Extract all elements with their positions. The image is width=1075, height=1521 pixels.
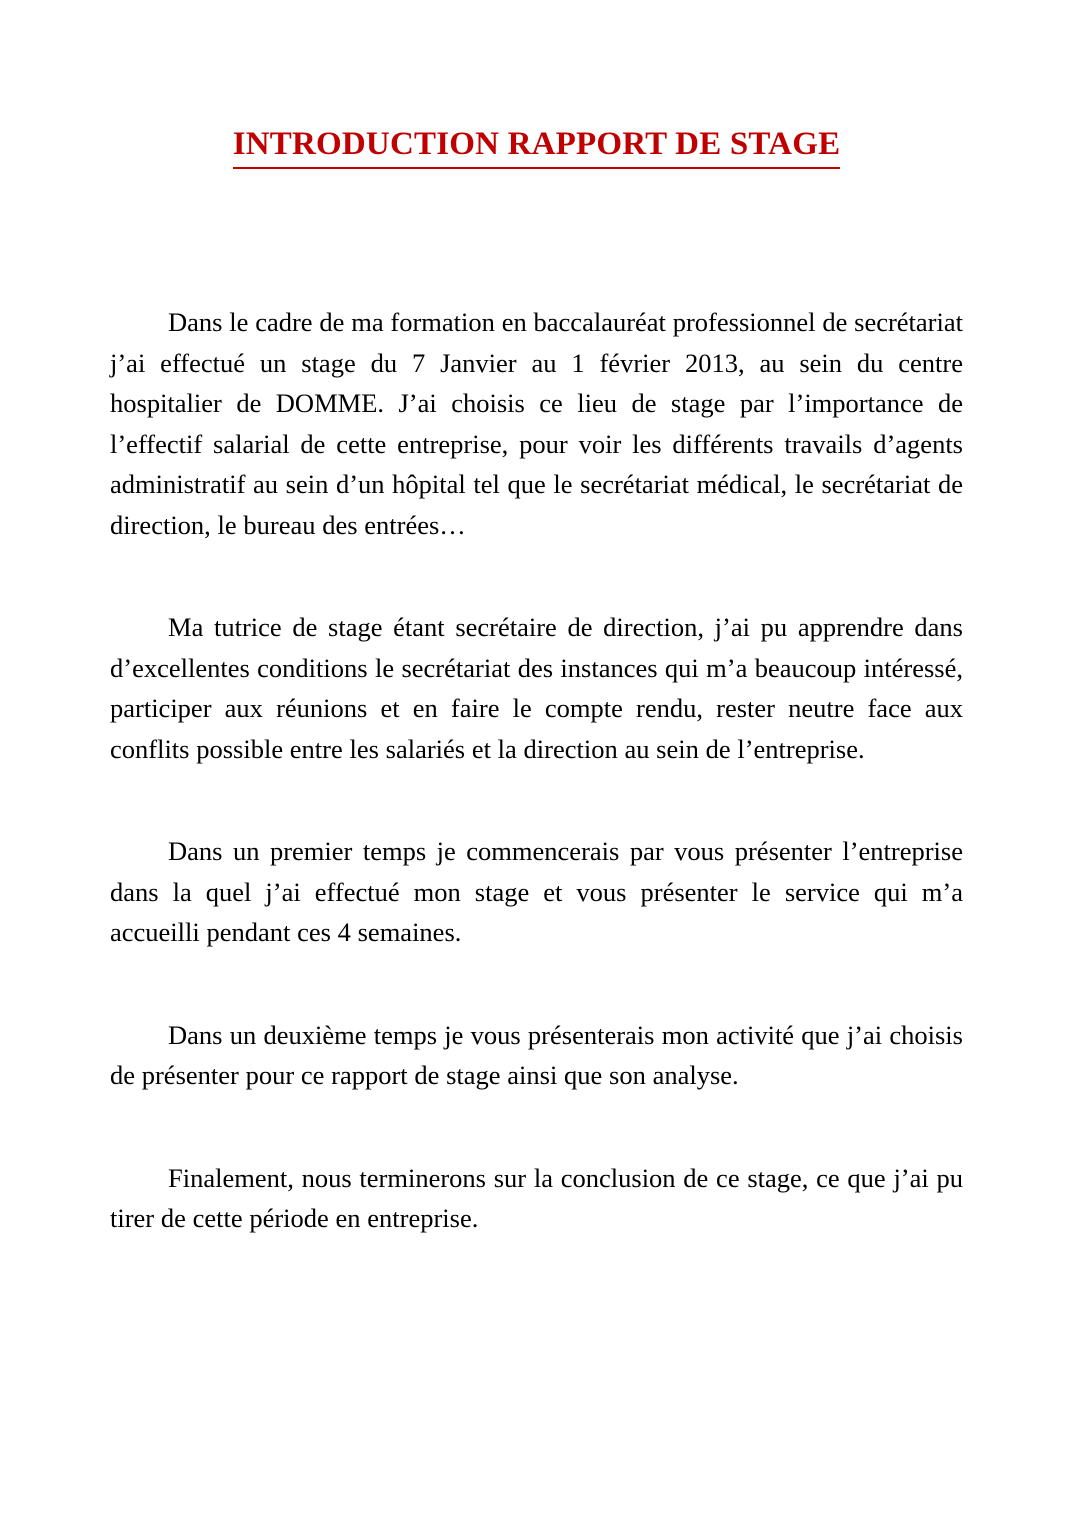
paragraph-2: Ma tutrice de stage étant secrétaire de direction, j’ai pu apprendre dans d’excellentes conditions le secrétariat des instances qui m’a beaucoup intéressé, participer aux réunions et en faire le compte rendu, rester neutre face aux conflits possible entre les salariés et la direction au sein de l’entreprise. bbox=[110, 612, 963, 764]
paragraph-1: Dans le cadre de ma formation en baccalauréat professionnel de secrétariat j’ai effectué un stage du 7 Janvier au 1 février 2013, au sein du centre hospitalier de DOMME. J’ai choisis ce lieu de stage par l’importance de l’effectif salarial de cette entreprise, pour voir les différents travails d’agents administratif au sein d’un hôpital tel que le secrétariat médical, le secrétariat de direction, le bureau des entrées… bbox=[110, 307, 963, 540]
page-title-text: INTRODUCTION RAPPORT DE STAGE bbox=[233, 122, 841, 169]
paragraph-4: Dans un deuxième temps je vous présenterais mon activité que j’ai choisis de présenter pour ce rapport de stage ainsi que son analyse. bbox=[110, 1019, 963, 1090]
body-paragraphs bbox=[110, 302, 963, 1239]
paragraph-5: Finalement, nous terminerons sur la conclusion de ce stage, ce que j’ai pu tirer de cette période en entreprise. bbox=[110, 1162, 963, 1233]
page-title bbox=[110, 122, 963, 169]
paragraph-3: Dans un premier temps je commencerais par vous présenter l’entreprise dans la quel j’ai effectué mon stage et vous présenter le service qui m’a accueilli pendant ces 4 semaines. bbox=[110, 836, 963, 947]
document-body bbox=[110, 0, 963, 1521]
